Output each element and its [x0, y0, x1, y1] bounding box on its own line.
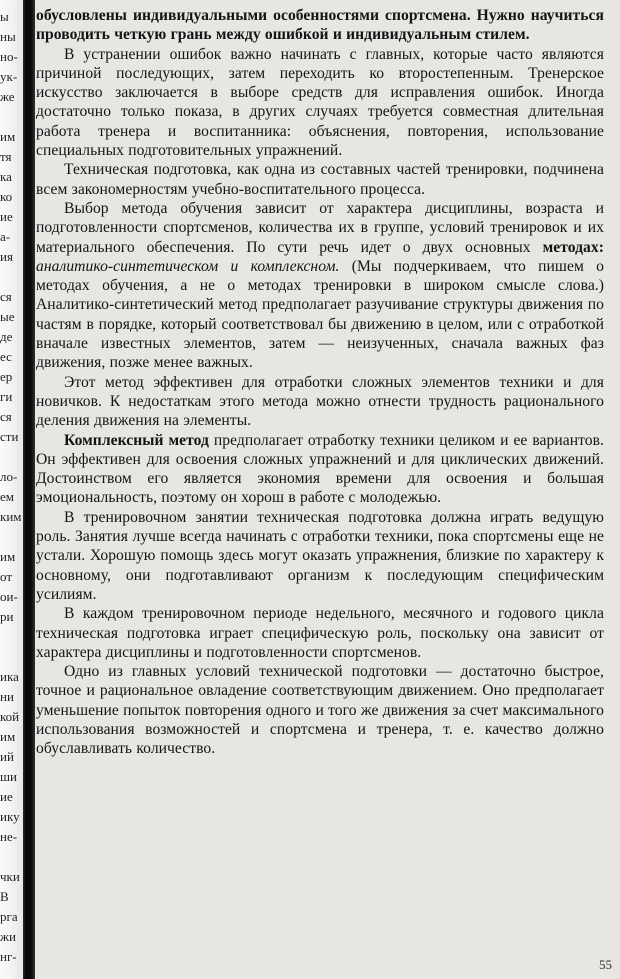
margin-fragment: ка: [0, 169, 12, 184]
text-run: Одно из главных условий технической подготовки — достаточно быстрое, точное и рациональное овладение соответствующим движением. Оно предполагает уменьшение попыток повторения одного и того же движения за счет максимального использования возможностей и спортсмена и тренера, т. е. качество должно обуславливать количество.: [36, 663, 604, 758]
italic-text: аналитико-синтетическом и комплексном.: [36, 257, 340, 275]
paragraph: [36, 662, 604, 758]
page-number: 55: [599, 957, 612, 972]
margin-fragment: ий: [0, 749, 14, 764]
margin-fragment: чки: [0, 869, 20, 884]
paragraph: [36, 604, 604, 662]
text-run: предполагает отработку техники целиком и ее вариантов. Он эффективен для освоения сложных упражнений и для циклических движений. Достоинством его является экономия времени для освоения и большая эмоциональность, поэтому он хорош в работе с молодежью.: [36, 431, 604, 507]
text-run: В тренировочном занятии техническая подготовка должна играть ведущую роль. Занятия лучше всегда начинать с отработки техники, пока спортсмены еще не устали. Хорошую помощь здесь могут оказать упражнения, близкие по характеру к основному, они подготавливают организм к последующим специфическим усилиям.: [36, 508, 604, 603]
text-run: Выбор метода обучения зависит от характера дисциплины, возраста и подготовленности спортсменов, количества их в группе, условий тренировок и их материального обеспечения. По сути речь идет о двух основных: [36, 199, 604, 256]
page-text-body: [36, 6, 604, 759]
margin-fragment: нг-: [0, 949, 17, 964]
margin-fragment: не-: [0, 829, 18, 844]
bold-text: Комплексный метод: [64, 431, 209, 449]
text-run: Техническая подготовка, как одна из составных частей тренировки, подчинена всем закономерностям учебно-воспитательного процесса.: [36, 161, 604, 198]
margin-fragment: ни: [0, 689, 14, 704]
margin-fragment: ны: [0, 29, 16, 44]
paragraph: [36, 45, 604, 161]
book-page: [36, 6, 604, 971]
margin-fragment: же: [0, 89, 15, 104]
margin-fragment: им: [0, 729, 16, 744]
margin-fragment: от: [0, 569, 13, 584]
margin-fragment: ер: [0, 369, 13, 384]
paragraph: [36, 508, 604, 604]
paragraph: [36, 199, 604, 373]
margin-fragment: ко: [0, 189, 13, 204]
paragraph: [36, 160, 604, 199]
margin-fragment: ся: [0, 409, 12, 424]
margin-fragment: рга: [0, 909, 18, 924]
paragraph: [36, 6, 604, 45]
margin-fragment: В: [0, 889, 9, 904]
bold-text: обусловлены индивидуальными особенностями спортсмена. Нужно научиться проводить четкую грань между ошибкой и индивидуальным стилем.: [36, 7, 604, 44]
margin-fragment: ие: [0, 209, 13, 224]
margin-fragment: а-: [0, 229, 11, 244]
margin-fragment: но-: [0, 49, 18, 64]
margin-fragment: ги: [0, 389, 13, 404]
margin-fragment: ику: [0, 809, 20, 824]
text-run: (Мы подчеркиваем, что пишем о методах обучения, а не о методах тренировки в широком смысле слова.) Аналитико-синтетический метод предполагает разучивание структуры движения по частям в порядке, который соответствовал бы движению в целом, или с отработкой вначале известных элементов, затем — неизученных, сначала важных фаз движения, позже менее важных.: [36, 257, 605, 372]
book-spine-shadow: [23, 0, 35, 979]
margin-fragment: ши: [0, 769, 17, 784]
margin-fragment: им: [0, 549, 16, 564]
margin-fragment: ук-: [0, 69, 18, 84]
margin-fragment: жи: [0, 929, 16, 944]
margin-fragment: ы: [0, 9, 9, 24]
margin-fragment: ся: [0, 289, 12, 304]
margin-fragment: ло-: [0, 469, 18, 484]
text-run: В устранении ошибок важно начинать с главных, которые часто являются причиной последующих, затем переходить ко второстепенным. Тренерское искусство заключается в выборе средств для исправления ошибок. Иногда достаточно только показа, в других случаях требуется совместная длительная работа тренера и воспитанника: объяснения, повторения, использование специальных подготовительных упражнений.: [36, 45, 604, 160]
margin-fragment: ким: [0, 509, 22, 524]
margin-fragment: ые: [0, 309, 15, 324]
margin-fragment: кой: [0, 709, 20, 724]
text-run: Этот метод эффективен для отработки сложных элементов техники и для новичков. К недостаткам этого метода можно отнести трудность рационального деления движения на элементы.: [36, 373, 604, 430]
bold-text: методах:: [542, 238, 604, 256]
margin-fragment: сти: [0, 429, 19, 444]
margin-fragment: де: [0, 329, 13, 344]
margin-fragment: ем: [0, 489, 14, 504]
margin-fragment: тя: [0, 149, 12, 164]
paragraph: [36, 373, 604, 431]
margin-fragment: ика: [0, 669, 19, 684]
paragraph: [36, 431, 604, 508]
text-run: В каждом тренировочном периоде недельного, месячного и годового цикла техническая подготовка играет специфическую роль, поскольку она зависит от характера дисциплины и подготовленности спортсменов.: [36, 605, 604, 661]
margin-fragment: ри: [0, 609, 14, 624]
margin-fragment: ие: [0, 789, 13, 804]
margin-fragment: им: [0, 129, 16, 144]
margin-fragment: ои-: [0, 589, 18, 604]
margin-fragment: ес: [0, 349, 12, 364]
margin-fragment: ия: [0, 249, 13, 264]
